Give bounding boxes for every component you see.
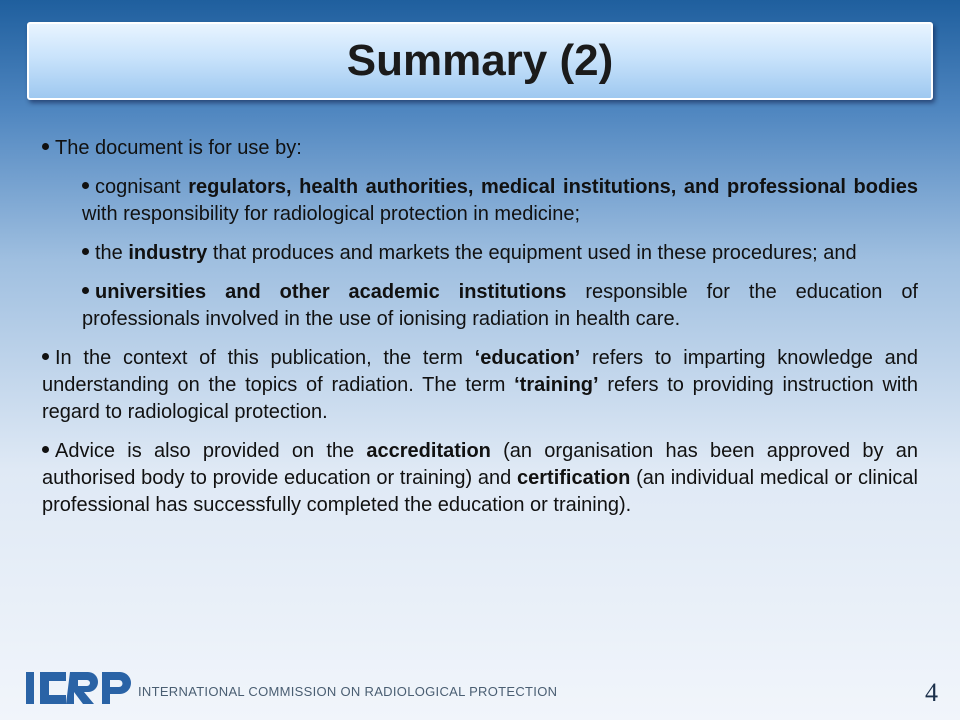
bullet-icon <box>82 182 89 189</box>
sub-bullet-item <box>82 279 918 333</box>
bold-text: certification <box>517 467 631 489</box>
icrp-logo <box>26 668 134 708</box>
text: (an organisation has been approved by an authorised body to provide education or training) and <box>42 440 918 489</box>
text: responsible for the education of professionals involved in the use of ionising radiation in health care. <box>82 281 918 330</box>
bold-text: accreditation <box>366 440 491 462</box>
text: Advice is also provided on the <box>55 440 367 462</box>
bullet-icon <box>42 143 49 150</box>
bullet-icon <box>42 353 49 360</box>
title-bar <box>27 22 933 100</box>
bullet-item <box>42 438 918 519</box>
org-name: INTERNATIONAL COMMISSION ON RADIOLOGICAL PROTECTION <box>138 684 558 699</box>
text: refers to imparting knowledge and understanding on the topics of radiation. The term <box>42 347 918 396</box>
bold-text: ‘training’ <box>514 374 599 396</box>
bullet-item <box>42 345 918 426</box>
text: cognisant <box>95 176 189 198</box>
bold-text: regulators, health authorities, medical institutions, and professional bodies <box>188 176 918 198</box>
text: In the context of this publication, the term <box>55 347 475 369</box>
intro-bullet <box>42 135 918 162</box>
text: that produces and markets the equipment used in these procedures; and <box>207 242 857 264</box>
sub-bullet-list <box>42 174 918 333</box>
footer <box>0 660 960 720</box>
bullet-icon <box>82 248 89 255</box>
slide-body <box>42 135 918 531</box>
intro-text: The document is for use by: <box>55 137 302 159</box>
bullet-icon <box>82 287 89 294</box>
sub-bullet-item <box>82 174 918 228</box>
text: (an individual medical or clinical professional has successfully completed the education or training). <box>42 467 918 516</box>
bold-text: ‘education’ <box>474 347 581 369</box>
bold-text: industry <box>128 242 208 264</box>
text: the <box>95 242 129 264</box>
text: with responsibility for radiological protection in medicine; <box>82 203 581 225</box>
sub-bullet-item <box>82 240 918 267</box>
page-number: 4 <box>925 678 938 707</box>
bullet-list <box>42 345 918 519</box>
icrp-logo-icon <box>26 668 134 708</box>
slide-title: Summary (2) <box>346 36 614 85</box>
bullet-icon <box>42 446 49 453</box>
bold-text: universities and other academic institutions <box>95 281 567 303</box>
text: refers to providing instruction with regard to radiological protection. <box>42 374 919 423</box>
